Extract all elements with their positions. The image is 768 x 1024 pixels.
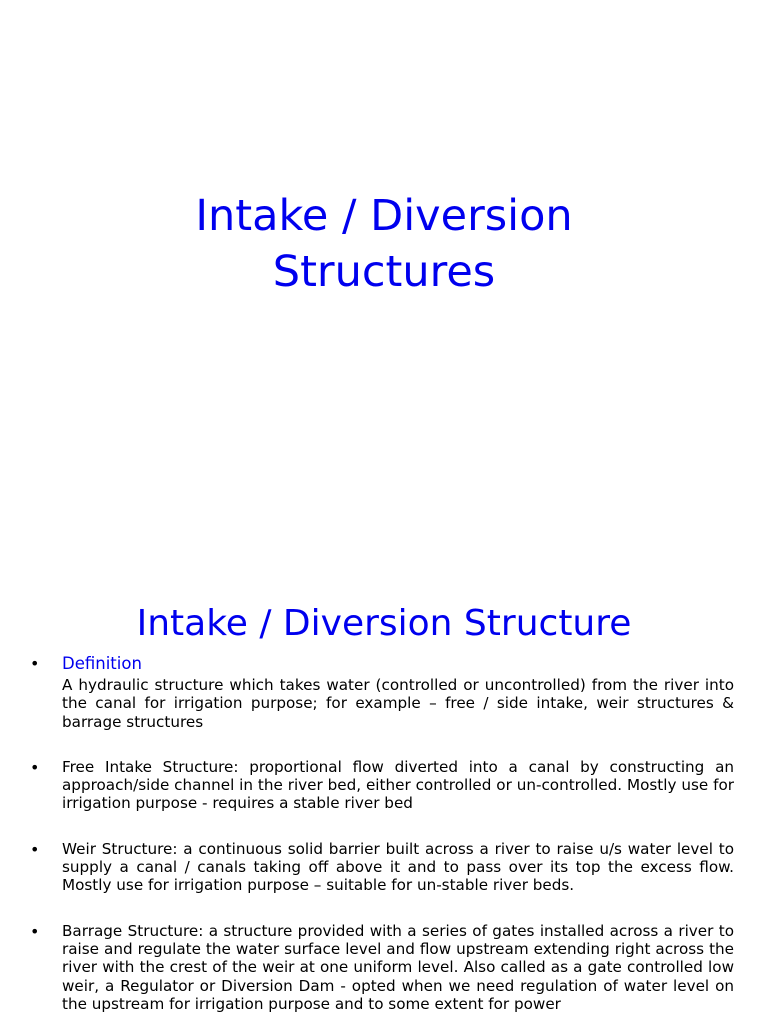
- definition-heading: Definition: [62, 654, 142, 673]
- free-intake-text: Free Intake Structure: proportional flow diverted into a canal by constructing an approach/side channel in the river bed, either controlled or un-controlled. Mostly use for irrigation purpose - requires a stable river bed: [62, 757, 734, 813]
- weir-text: Weir Structure: a continuous solid barrier built across a river to raise u/s water level to supply a canal / canals taking off above it and to pass over its top the excess flow. Mostly use for irrigation purpose – suitable for un-stable river beds.: [62, 839, 734, 895]
- main-title-line-2: Structures: [272, 247, 496, 297]
- bullet-dot-icon: •: [30, 921, 40, 941]
- bullet-weir: [30, 840, 734, 895]
- main-title: [0, 188, 768, 300]
- bullet-barrage: [30, 922, 734, 1013]
- bullet-free-intake: [30, 758, 734, 813]
- bullet-definition: [30, 654, 734, 731]
- bullet-dot-icon: •: [30, 839, 40, 859]
- bullet-list: [30, 654, 734, 1024]
- content-slide: [0, 576, 768, 1024]
- bullet-dot-icon: •: [30, 757, 40, 777]
- main-title-line-1: Intake / Diversion: [195, 191, 573, 241]
- bullet-dot-icon: •: [30, 654, 40, 673]
- barrage-text: Barrage Structure: a structure provided with a series of gates installed across a river to raise and regulate the water surface level and flow upstream extending right across the river with the crest of the weir at one uniform level. Also called as a gate controlled low weir, a Regulator or Diversion Dam - opted when we need regulation of water level on the upstream for irrigation purpose and to some extent for power: [62, 921, 734, 1013]
- slide-title: Intake / Diversion Structure: [136, 603, 632, 644]
- definition-body: A hydraulic structure which takes water (controlled or uncontrolled) from the river into the canal for irrigation purpose; for example – free / side intake, weir structures & barrage structures: [62, 676, 734, 731]
